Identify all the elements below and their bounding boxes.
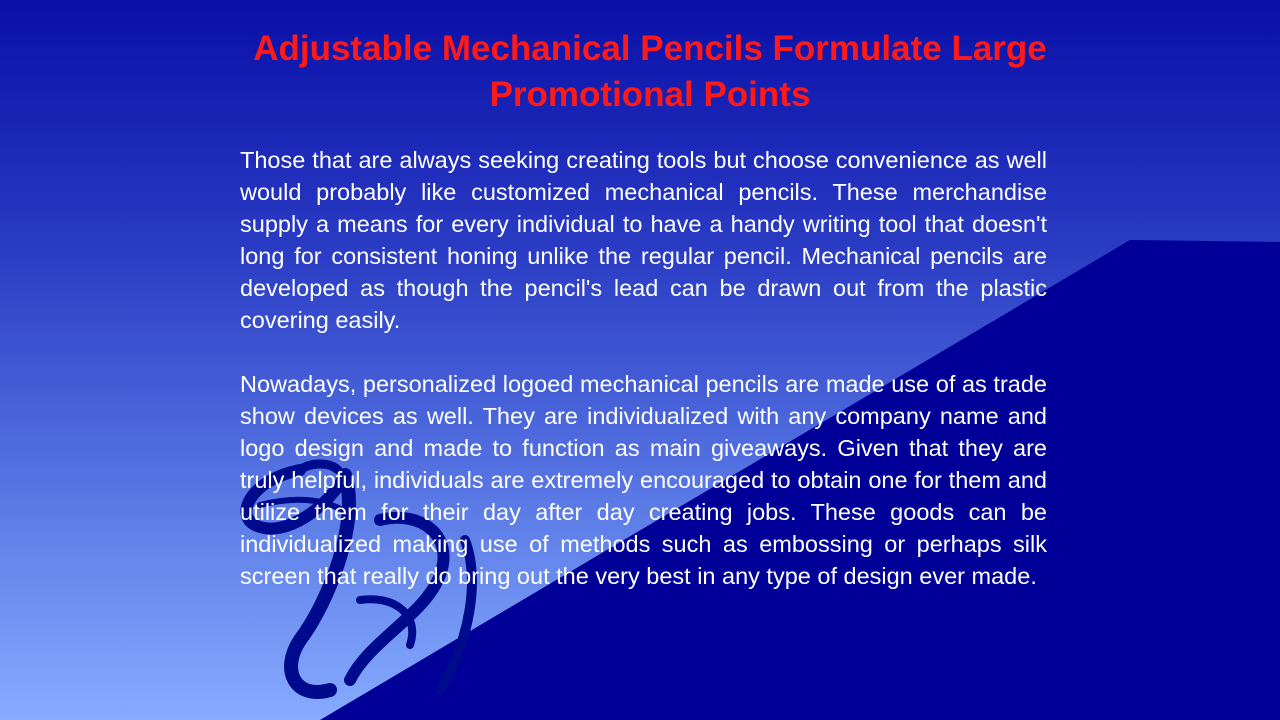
paragraph-2: Nowadays, personalized logoed mechanical pencils are made use of as trade show devices as well. They are individualized with any company name and logo design and made to function as main giveaways. Given that they are truly helpful, individuals are extremely encouraged to obtain one for them and utilize them for their day after day creating jobs. These goods can be individualized making use of methods such as embossing or perhaps silk screen that really do bring out the very best in any type of design ever made. (240, 371, 1047, 589)
slide-title: Adjustable Mechanical Pencils Formulate Large Promotional Points (253, 29, 1047, 114)
paragraph-1: Those that are always seeking creating tools but choose convenience as well would probably like customized mechanical pencils. These merchandise supply a means for every individual to have a handy writing tool that doesn't long for consistent honing unlike the regular pencil. Mechanical pencils are developed as though the pencil's lead can be drawn out from the plastic covering easily. (240, 147, 1047, 333)
slide-body (240, 144, 1047, 592)
